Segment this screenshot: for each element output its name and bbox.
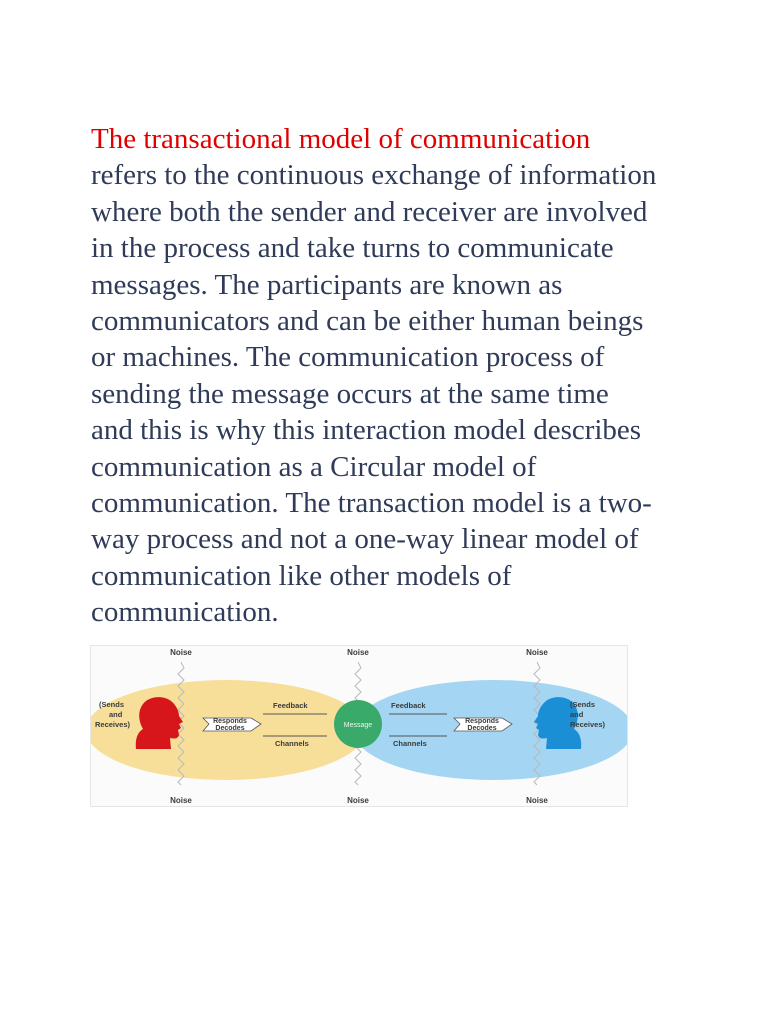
left-channels-label: Channels	[275, 739, 309, 748]
left-role-line: Receives)	[95, 720, 131, 729]
text-line: communication like other models of	[91, 559, 512, 592]
right-responds-label: Responds	[465, 718, 499, 725]
text-line: communication.	[91, 596, 279, 629]
right-role-line: (Sends	[570, 700, 596, 709]
noise-label-bottom-left: Noise	[170, 796, 192, 805]
diagram-svg	[91, 646, 627, 806]
body-text	[91, 121, 701, 631]
text-line: where both the sender and receiver are involved	[91, 195, 648, 228]
text-line: in the process and take turns to communicate	[91, 232, 614, 265]
text-line: refers to the continuous exchange of information	[91, 159, 657, 192]
left-feedback-label: Feedback	[273, 701, 308, 710]
transactional-model-diagram	[90, 645, 628, 807]
text-line: communication as a Circular model of	[91, 450, 537, 483]
noise-label-top-right: Noise	[526, 648, 548, 657]
left-responds-label: Responds	[213, 718, 247, 725]
left-role-line: and	[109, 710, 123, 719]
noise-label-bottom-right: Noise	[526, 796, 548, 805]
right-role-line: Receives)	[570, 720, 606, 729]
text-line: way process and not a one-way linear model of	[91, 523, 639, 556]
noise-label-bottom-center: Noise	[347, 796, 369, 805]
message-label: Message	[343, 722, 373, 729]
right-feedback-label: Feedback	[391, 701, 426, 710]
text-line: communicators and can be either human beings	[91, 305, 644, 338]
highlighted-title-phrase: The transactional model of communication	[91, 123, 591, 155]
text-line: and this is why this interaction model describes	[91, 414, 642, 447]
text-line: or machines. The communication process of	[91, 341, 605, 374]
noise-label-top-center: Noise	[347, 648, 369, 657]
noise-label-top-left: Noise	[170, 648, 192, 657]
left-role-line: (Sends	[99, 700, 125, 709]
text-line: sending the message occurs at the same time	[91, 377, 609, 410]
right-responds-decodes-box	[454, 718, 512, 732]
left-responds-decodes-box	[203, 718, 261, 732]
right-role-line: and	[570, 710, 584, 719]
right-channels-label: Channels	[393, 739, 427, 748]
text-line: communication. The transaction model is a two-	[91, 487, 652, 520]
text-line: messages. The participants are known as	[91, 268, 563, 301]
right-decodes-label: Decodes	[467, 725, 497, 732]
left-decodes-label: Decodes	[215, 725, 245, 732]
